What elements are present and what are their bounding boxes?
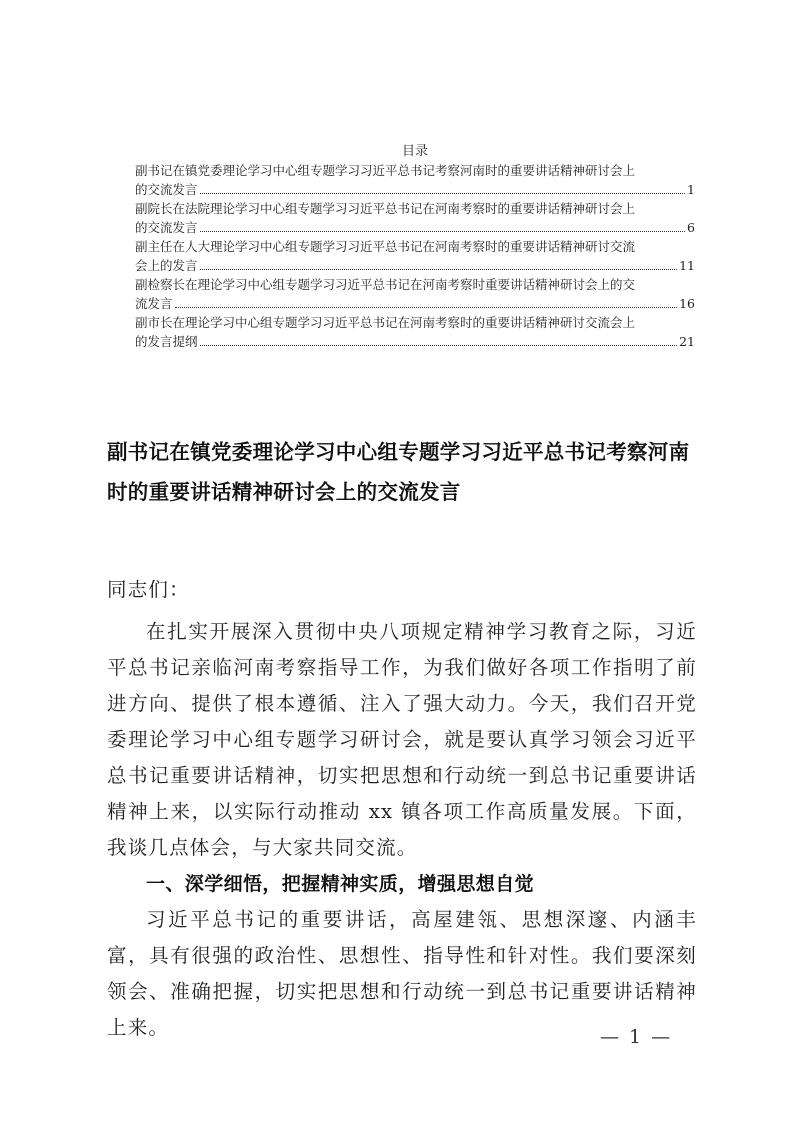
section-paragraph: 习近平总书记的重要讲话，高屋建瓴、思想深邃、内涵丰富，具有很强的政治性、思想性、指导性和针对性。我们要深刻领会、准确把握，切实把思想和行动统一到总书记重要讲话精神上来。: [107, 908, 697, 1039]
toc-entry[interactable]: [135, 275, 695, 313]
table-of-contents: [135, 142, 695, 351]
toc-page-number: 21: [679, 334, 695, 349]
toc-entry-title: 副院长在法院理论学习中心组专题学习习近平总书记在河南考察时的重要讲话精神研讨会上: [135, 201, 636, 216]
toc-entry-title: 副书记在镇党委理论学习中心组专题学习习近平总书记考察河南时的重要讲话精神研讨会上: [135, 163, 636, 178]
article-title: 副书记在镇党委理论学习中心组专题学习习近平总书记考察河南时的重要讲话精神研讨会上的交流发言: [107, 440, 690, 504]
toc-entry-title: 副检察长在理论学习中心组专题学习习近平总书记在河南考察时重要讲话精神研讨会上的交: [135, 277, 636, 292]
section-heading: 一、深学细悟，把握精神实质，增强思想自觉: [146, 873, 535, 895]
intro-paragraph: 在扎实开展深入贯彻中央八项规定精神学习教育之际，习近平总书记亲临河南考察指导工作，为我们做好各项工作指明了前进方向、提供了根本遵循、注入了强大动力。今天，我们召开党委理论学习中心组专题学习研讨会，就是要认真学习领会习近平总书记重要讲话精神，切实把思想和行动统一到总书记重要讲话精神上来，以实际行动推动 xx 镇各项工作高质量发展。下面，我谈几点体会，与大家共同交流。: [107, 620, 697, 859]
toc-leader-dots: [200, 192, 686, 194]
toc-title: 目录: [401, 144, 428, 159]
toc-entry-title-cont: 流发言: [135, 296, 173, 311]
toc-entry[interactable]: [135, 161, 695, 199]
toc-entry-title-cont: 会上的发言: [135, 258, 198, 273]
toc-entry[interactable]: [135, 199, 695, 237]
toc-page-number: 11: [679, 258, 695, 273]
toc-entry-title-cont: 的交流发言: [135, 182, 198, 197]
toc-page-number: 1: [687, 182, 695, 197]
toc-leader-dots: [200, 230, 686, 232]
toc-entry-title-cont: 的交流发言: [135, 220, 198, 235]
toc-entry-title: 副市长在理论学习中心组专题学习习近平总书记在河南考察时的重要讲话精神研讨交流会上: [135, 315, 636, 330]
toc-entry-title: 副主任在人大理论学习中心组专题学习习近平总书记在河南考察时的重要讲话精神研讨交流: [135, 239, 636, 254]
salutation: 同志们：: [107, 578, 190, 601]
article-body: [107, 572, 697, 1046]
toc-page-number: 16: [679, 296, 695, 311]
toc-leader-dots: [200, 344, 678, 346]
toc-entry[interactable]: [135, 237, 695, 275]
toc-entry-title-cont: 的发言提纲: [135, 334, 198, 349]
toc-page-number: 6: [687, 220, 695, 235]
toc-leader-dots: [175, 306, 678, 308]
toc-leader-dots: [200, 268, 678, 270]
toc-entry[interactable]: [135, 313, 695, 351]
page-number: — 1 —: [600, 1026, 673, 1048]
